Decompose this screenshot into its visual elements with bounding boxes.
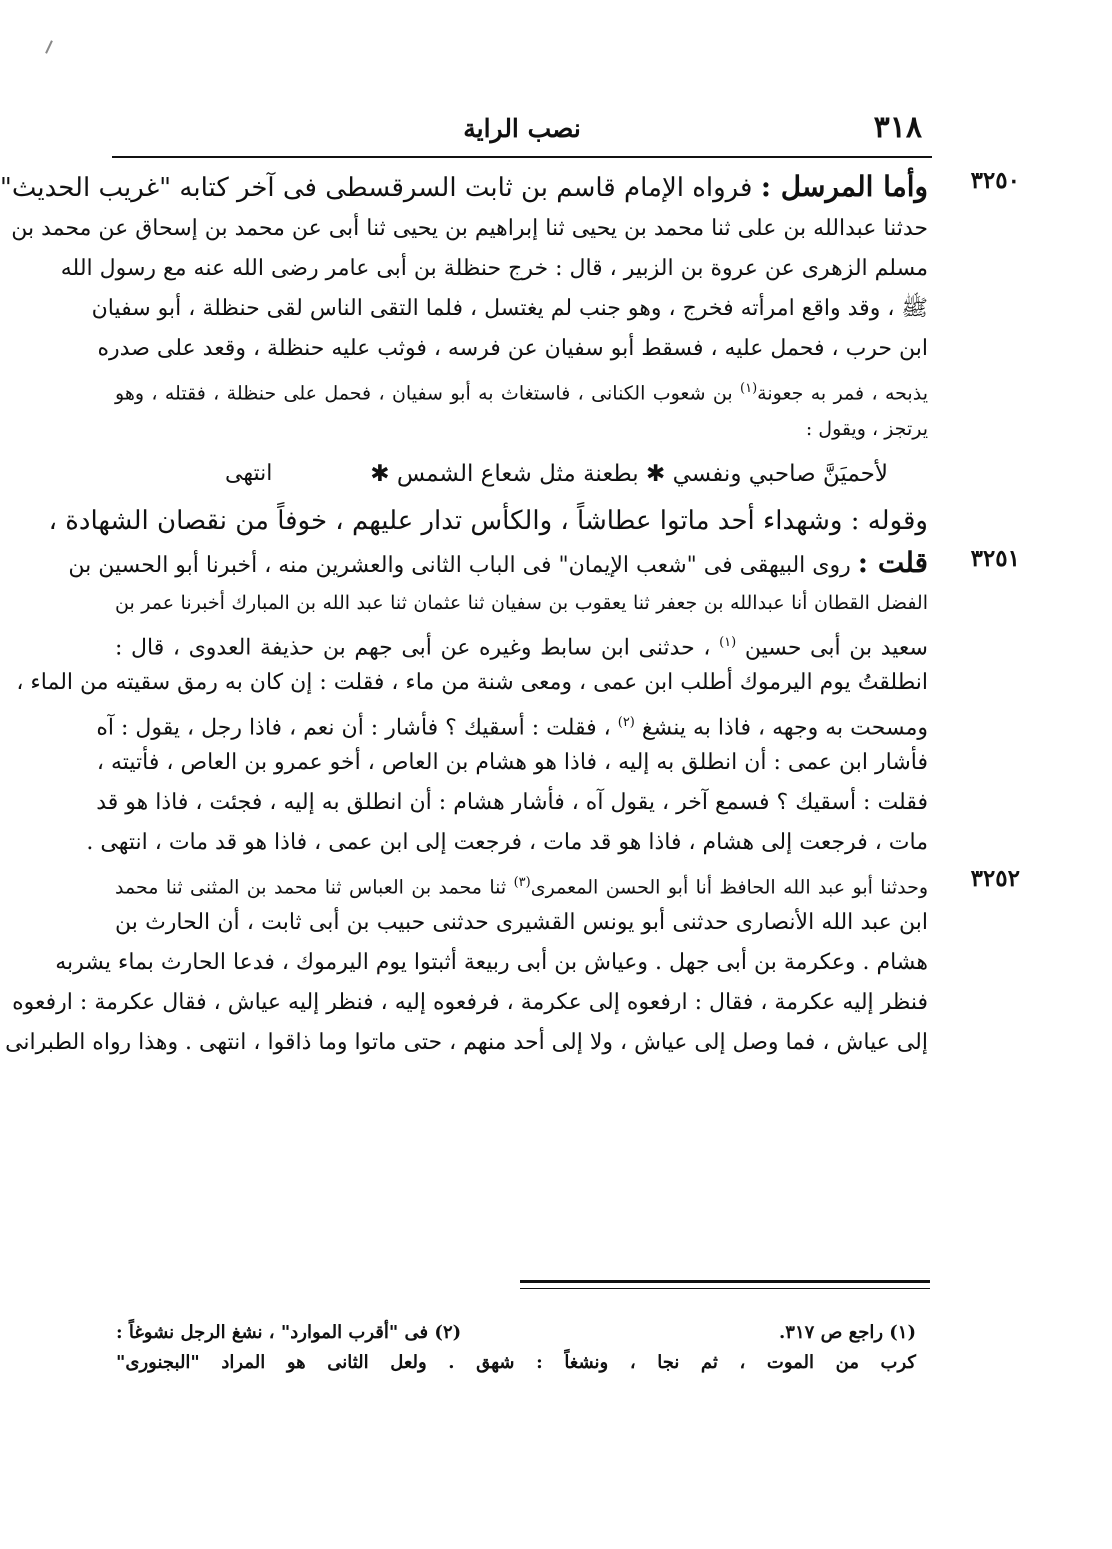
line-text: يذبحه ، فمر به جعونة: [757, 382, 928, 405]
verse-text: لأحميَنَّ صاحبي ونفسي ✱ بطعنة مثل شعاع الشمس ✱: [370, 461, 888, 487]
text-line: ﷺ ، وقد واقع امرأته فخرج ، وهو جنب لم يغتسل ، فلما التقى الناس لقى حنظلة ، أبو سفيان: [91, 296, 928, 321]
text-line: يرتجز ، ويقول :: [805, 418, 928, 440]
footnote-divider: [520, 1280, 930, 1289]
line-text: ثنا محمد بن العباس ثنا محمد بن المثنى ثنا محمد: [115, 876, 507, 899]
text-line: هشام . وعكرمة بن أبى جهل . وعياش بن أبى ربيعة أثبتوا يوم اليرموك ، فدعا الحارث بماء يشربه: [55, 950, 928, 975]
page-number: ٣١٨: [873, 110, 922, 145]
text-line: فنظر إليه عكرمة ، فقال : ارفعوه إلى عكرمة ، فرفعوه إليه ، فنظر إليه عياش ، فقال عكرمة : ارفعوه: [12, 990, 928, 1015]
line-text: بن شعوب الكنانى ، فاستغاث به أبو سفيان ، فحمل على حنظلة ، فقتله ، وهو: [115, 382, 733, 405]
verse-end: انتهى: [225, 461, 273, 486]
text-line: [115, 863, 928, 903]
text-line: [68, 543, 928, 583]
text-line: [96, 703, 928, 743]
page-header: [112, 108, 932, 156]
text-line: [115, 623, 928, 663]
text-line: وقوله : وشهداء أحد ماتوا عطاشاً ، والكأس تدار عليهم ، خوفاً من نقصان الشهادة ،: [48, 506, 928, 536]
line-text: سعيد بن أبى حسين: [744, 635, 928, 661]
header-divider: [112, 156, 932, 158]
verse: [115, 449, 928, 499]
running-title: نصب الراية: [463, 114, 581, 143]
footnotes: [116, 1318, 916, 1378]
entry-3250: [0, 165, 1020, 543]
text-line: الفضل القطان أنا عبدالله بن جعفر ثنا يعقوب بن سفيان ثنا عثمان ثنا عبد الله بن المبارك أخبرنا عمر بن: [115, 592, 928, 614]
footnote-ref[interactable]: (١): [719, 635, 737, 650]
footnote-1: (١) راجع ص ٣١٧.: [779, 1322, 916, 1343]
footnote-ref[interactable]: (٢): [617, 715, 635, 730]
entry-3252: [5, 863, 1020, 1063]
text-line: فأشار ابن عمى : أن انطلق به إليه ، فاذا هو هشام بن العاص ، أخو عمرو بن العاص ، فأتيته ،: [96, 750, 928, 775]
line-text: وحدثنا أبو عبد الله الحافظ أنا أبو الحسن المعمرى: [530, 876, 928, 899]
entry-number: ٣٢٥٢: [970, 865, 1020, 892]
main-text: [0, 165, 1020, 1063]
line-text: ، حدثنى ابن سابط وغيره عن أبى جهم بن حذيفة العدوى ، قال :: [115, 635, 711, 661]
text-line: إلى عياش ، فما وصل إلى عياش ، ولا إلى أحد منهم ، حتى ماتوا وما ذاقوا ، انتهى . وهذا رواه الطبرانى: [5, 1030, 928, 1055]
scan-mark: [45, 40, 53, 54]
entry-number: ٣٢٥١: [970, 545, 1020, 572]
footnote-ref[interactable]: (١): [740, 381, 758, 396]
line-text: فرواه الإمام قاسم بن ثابت السرقسطى فى آخر كتابه "غريب الحديث": [0, 173, 753, 203]
line-text: روى البيهقى فى "شعب الإيمان" فى الباب الثانى والعشرين منه ، أخبرنا أبو الحسين بن: [68, 553, 851, 578]
footnote-2-continued: كرب من الموت ، ثم نجا ، ونشغاً : شهق . ولعل الثانى هو المراد "البجنورى": [116, 1352, 916, 1373]
text-line: [0, 165, 928, 209]
text-line: فقلت : أسقيك ؟ فسمع آخر ، يقول آه ، فأشار هشام : أن انطلق به إليه ، فجئت ، فاذا هو قد: [96, 790, 928, 815]
text-line: [115, 369, 928, 409]
entry-lead: قلت :: [857, 546, 928, 579]
text-line: مات ، فرجعت إلى هشام ، فاذا هو قد مات ، فرجعت إلى ابن عمى ، فاذا هو قد مات ، انتهى .: [86, 830, 928, 855]
text-line: حدثنا عبدالله بن على ثنا محمد بن يحيى ثنا إبراهيم بن يحيى ثنا أبى عن محمد بن إسحاق عن محمد بن: [11, 216, 928, 241]
divider-thick: [520, 1280, 930, 1283]
entry-lead: وأما المرسل :: [760, 170, 928, 203]
entry-number: ٣٢٥٠: [970, 167, 1020, 194]
text-line: مسلم الزهرى عن عروة بن الزبير ، قال : خرج حنظلة بن أبى عامر رضى الله عنه مع رسول الله: [60, 256, 928, 281]
footnote-ref[interactable]: (٣): [513, 875, 531, 890]
text-line: انطلقتُ يوم اليرموك أطلب ابن عمى ، ومعى شنة من ماء ، فقلت : إن كان به رمق سقيته من الماء ،: [16, 670, 928, 695]
footnote-2: (٢) فى "أقرب الموارد" ، نشغ الرجل نشوغاً :: [116, 1322, 462, 1343]
divider-thin: [520, 1288, 930, 1289]
text-line: ابن حرب ، فحمل عليه ، فسقط أبو سفيان عن فرسه ، فوثب عليه حنظلة ، وقعد على صدره: [97, 336, 928, 361]
text-line: ابن عبد الله الأنصارى حدثنى أبو يونس القشيرى حدثنى حبيب بن أبى ثابت ، أن الحارث بن: [115, 910, 928, 935]
line-text: ، فقلت : أسقيك ؟ فأشار : أن نعم ، فاذا رجل ، يقول : آه: [96, 715, 611, 741]
entry-3251: [16, 543, 1020, 863]
line-text: ومسحت به وجهه ، فاذا به ينشغ: [641, 715, 928, 741]
footnote-row: [116, 1318, 916, 1348]
